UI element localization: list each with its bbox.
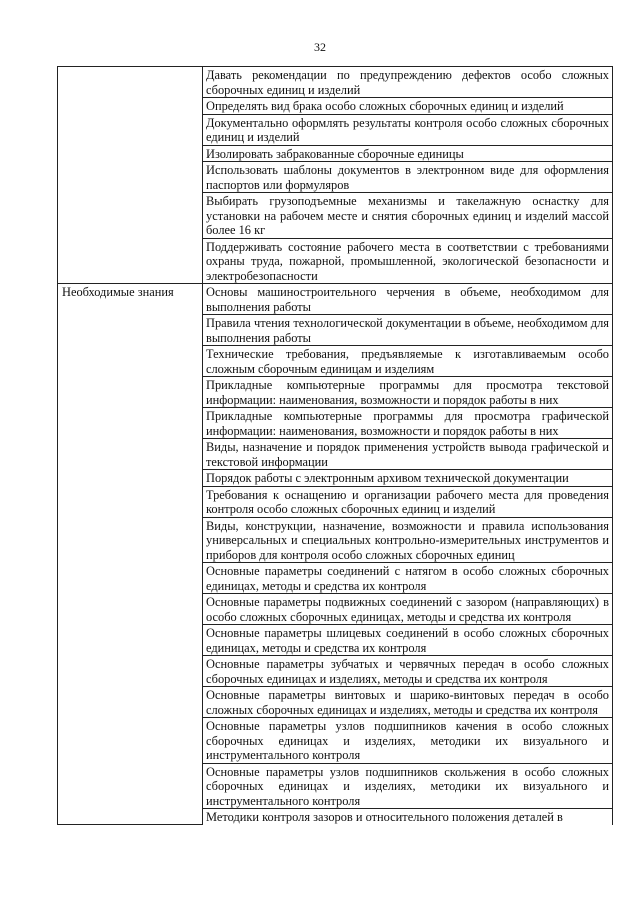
requirement-text-cell: Изолировать забракованные сборочные единицы	[203, 145, 613, 162]
requirement-text-cell: Прикладные компьютерные программы для просмотра графической информации: наименования, возможности и порядок работы в них	[203, 408, 613, 439]
requirement-text-cell: Технические требования, предъявляемые к изготавливаемым особо сложным сборочным единицам и изделиям	[203, 346, 613, 377]
requirement-text-cell: Основные параметры шлицевых соединений в особо сложных сборочных единицах, методы и средства их контроля	[203, 625, 613, 656]
requirement-text-cell: Основы машиностроительного черчения в объеме, необходимом для выполнения работы	[203, 284, 613, 315]
requirements-table	[57, 66, 613, 825]
section-label-cell: Необходимые знания	[58, 284, 203, 825]
requirement-text-cell: Основные параметры винтовых и шарико-винтовых передач в особо сложных сборочных единицах и изделиях, методы и средства их контроля	[203, 687, 613, 718]
requirement-text-cell: Использовать шаблоны документов в электронном виде для оформления паспортов или формуляров	[203, 162, 613, 193]
requirement-text-cell: Основные параметры узлов подшипников качения в особо сложных сборочных единицах и изделиях, методики их визуального и инструментального контроля	[203, 718, 613, 764]
table-row	[58, 284, 613, 315]
requirements-table-body	[58, 67, 613, 825]
requirement-text-cell: Поддерживать состояние рабочего места в соответствии с требованиями охраны труда, пожарной, промышленной, экологической безопасности и электробезопасности	[203, 238, 613, 284]
requirement-text-cell: Основные параметры зубчатых и червячных передач в особо сложных сборочных единицах и изделиях, методы и средства их контроля	[203, 656, 613, 687]
requirement-text-cell: Основные параметры узлов подшипников скольжения в особо сложных сборочных единицах и изделиях, методики их визуального и инструментального контроля	[203, 763, 613, 809]
requirement-text-cell: Давать рекомендации по предупреждению дефектов особо сложных сборочных единиц и изделий	[203, 67, 613, 98]
requirement-text-cell: Основные параметры подвижных соединений с зазором (направляющих) в особо сложных сборочных единицах, методы и средства их контроля	[203, 594, 613, 625]
requirement-text-cell: Документально оформлять результаты контроля особо сложных сборочных единиц и изделий	[203, 114, 613, 145]
requirement-text-cell: Требования к оснащению и организации рабочего места для проведения контроля особо сложных сборочных единиц и изделий	[203, 486, 613, 517]
page-number: 32	[314, 40, 326, 54]
requirement-text-cell: Виды, конструкции, назначение, возможности и правила использования универсальных и специальных контрольно-измерительных инструментов и приборов для контроля особо сложных сборочных единиц	[203, 517, 613, 563]
requirement-text-cell: Прикладные компьютерные программы для просмотра текстовой информации: наименования, возможности и порядок работы в них	[203, 377, 613, 408]
requirement-text-cell: Методики контроля зазоров и относительного положения деталей в	[203, 809, 613, 825]
requirement-text-cell: Определять вид брака особо сложных сборочных единиц и изделий	[203, 98, 613, 115]
requirement-text-cell: Порядок работы с электронным архивом технической документации	[203, 470, 613, 487]
requirement-text-cell: Правила чтения технологической документации в объеме, необходимом для выполнения работы	[203, 315, 613, 346]
section-label-cell	[58, 67, 203, 284]
requirement-text-cell: Основные параметры соединений с натягом в особо сложных сборочных единицах, методы и средства их контроля	[203, 563, 613, 594]
requirement-text-cell: Выбирать грузоподъемные механизмы и такелажную оснастку для установки на рабочем месте и снятия сборочных единиц и изделий массой более 16 кг	[203, 193, 613, 239]
table-row	[58, 67, 613, 98]
requirement-text-cell: Виды, назначение и порядок применения устройств вывода графической и текстовой информации	[203, 439, 613, 470]
